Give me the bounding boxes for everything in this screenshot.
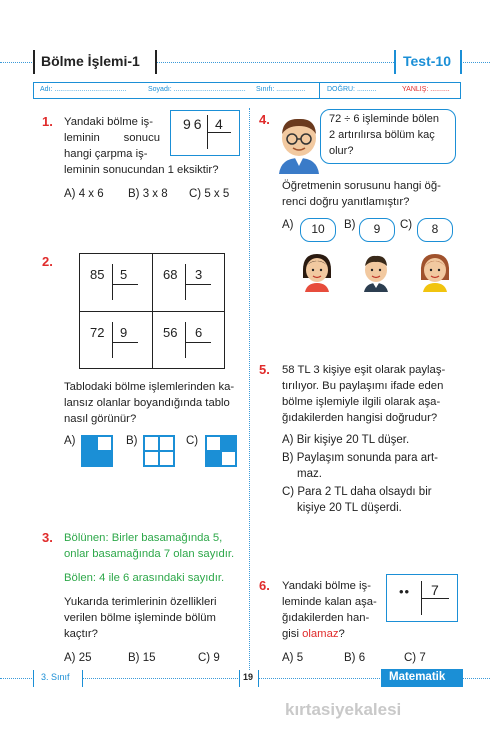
q2-c-cell-tr xyxy=(221,436,236,451)
q1-text-line3: hangi çarpma iş- xyxy=(64,148,148,160)
surname-field: Soyadı: ..................................... xyxy=(148,86,246,93)
q6-dividend: •• xyxy=(399,584,411,599)
q2-cell-1-vline xyxy=(112,264,113,300)
page-number-box xyxy=(239,670,259,687)
q4-option-a-bubble[interactable] xyxy=(300,218,336,242)
q2-c-cell-br xyxy=(221,451,236,466)
name-field: Adı: ..................................... xyxy=(40,86,127,93)
q2-b-cell-tr xyxy=(159,436,174,451)
q4-option-c-answer: 8 xyxy=(431,222,439,236)
q1-text-line2: leminin sonucu xyxy=(64,132,160,144)
grade-box xyxy=(33,670,83,687)
q2-cell-3-vline xyxy=(112,322,113,358)
q3-text-line1: Yukarıda terimlerinin özellikleri xyxy=(64,596,217,608)
q5-option-c-line1[interactable]: C) Para 2 TL daha olsaydı bir xyxy=(282,486,432,498)
page-number: 19 xyxy=(243,672,254,682)
q6-division-hline xyxy=(421,598,449,599)
q5-option-b-line1[interactable]: B) Paylaşım sonunda para art- xyxy=(282,452,438,464)
q6-text-line4 xyxy=(282,626,345,642)
q6-number: 6. xyxy=(259,578,270,593)
q5-text-line3: bölme işlemiyle ilgili olarak aşa- xyxy=(282,396,441,408)
q2-cell-4 xyxy=(153,312,225,369)
q1-dividend: 96 xyxy=(183,116,205,132)
q4-option-a-label[interactable]: A) xyxy=(282,219,294,231)
student-b-icon xyxy=(359,252,393,292)
q2-b-cell-br xyxy=(159,451,174,466)
q2-text-line2: lansız olanlar boyandığında tablo xyxy=(64,397,230,409)
q5-text-line2: tırılıyor. Bu paylaşımı ifade eden xyxy=(282,380,444,392)
q2-option-a-label[interactable]: A) xyxy=(64,435,76,447)
q4-option-c-bubble[interactable] xyxy=(417,218,453,242)
q1-option-c[interactable]: C) 5 x 5 xyxy=(189,188,230,200)
q2-text-line3: nasıl görünür? xyxy=(64,413,137,425)
q4-option-c-label[interactable]: C) xyxy=(400,219,413,231)
q3-given-line2: onlar basamağında 7 olan sayıdır. xyxy=(64,548,235,560)
q2-c-cell-bl xyxy=(206,451,221,466)
q5-option-b-line2[interactable]: maz. xyxy=(297,468,322,480)
q4-number: 4. xyxy=(259,112,270,127)
q1-division-box xyxy=(170,110,240,156)
q2-text-line1: Tablodaki bölme işlemlerinden ka- xyxy=(64,381,235,393)
q6-text-line1: Yandaki bölme iş- xyxy=(282,580,371,592)
q6-divisor: 7 xyxy=(431,582,439,598)
q2-cell-2 xyxy=(153,254,225,311)
q2-b-cell-tl xyxy=(144,436,159,451)
q4-option-a-answer: 10 xyxy=(311,222,325,236)
q2-a-cell-tl xyxy=(82,436,97,451)
watermark: kırtasiyekalesi xyxy=(285,700,402,719)
q2-option-c-grid[interactable] xyxy=(205,435,237,467)
q3-given-line1: Bölünen: Birler basamağında 5, xyxy=(64,532,223,544)
q3-option-a[interactable]: A) 25 xyxy=(64,652,92,664)
q6-emphasis-word: olamaz xyxy=(302,628,339,640)
test-number: Test-10 xyxy=(403,53,451,69)
grade-label: 3. Sınıf xyxy=(41,672,70,682)
q2-cell-1-dividend: 85 xyxy=(90,267,105,282)
q1-division-hline xyxy=(207,132,231,133)
q2-cell-1 xyxy=(80,254,152,311)
q5-option-a[interactable]: A) Bir kişiye 20 TL düşer. xyxy=(282,434,410,446)
q2-cell-4-vline xyxy=(185,322,186,358)
q4-bubble-line1: 72 ÷ 6 işleminde bölen xyxy=(329,113,439,125)
q2-cell-2-vline xyxy=(185,264,186,300)
q1-option-a[interactable]: A) 4 x 6 xyxy=(64,188,104,200)
q3-given-line3: Bölen: 4 ile 6 arasındaki sayıdır. xyxy=(64,572,225,584)
test-box xyxy=(394,50,462,74)
q2-cell-2-hline xyxy=(185,284,211,285)
q2-cell-4-dividend: 56 xyxy=(163,325,178,340)
q6-text-line4-start: gisi xyxy=(282,628,303,640)
q6-option-b[interactable]: B) 6 xyxy=(344,652,366,664)
q2-cell-4-divisor: 6 xyxy=(195,325,203,340)
q6-text-line4-end: ? xyxy=(338,628,345,640)
q2-cell-1-hline xyxy=(112,284,138,285)
q5-text-line4: ğıdakilerden hangisi doğrudur? xyxy=(282,412,438,424)
q4-option-b-label[interactable]: B) xyxy=(344,219,356,231)
q5-option-c-line2[interactable]: kişiye 20 TL düşerdi. xyxy=(297,502,402,514)
q2-cell-3 xyxy=(80,312,152,369)
q3-text-line3: kaçtır? xyxy=(64,628,98,640)
q4-option-b-bubble[interactable] xyxy=(359,218,395,242)
q5-text-line1: 58 TL 3 kişiye eşit olarak paylaş- xyxy=(282,364,446,376)
q2-number: 2. xyxy=(42,254,53,269)
q2-cell-2-dividend: 68 xyxy=(163,267,178,282)
q4-bubble-line2: 2 artırılırsa bölüm kaç xyxy=(329,129,435,141)
subject-label: Matematik xyxy=(389,671,446,683)
q2-option-a-grid[interactable] xyxy=(81,435,113,467)
q2-table xyxy=(79,253,225,369)
q4-bubble-line3: olur? xyxy=(329,145,354,157)
q2-cell-3-dividend: 72 xyxy=(90,325,105,340)
subject-badge xyxy=(381,669,463,687)
q2-b-cell-bl xyxy=(144,451,159,466)
q2-a-cell-tr xyxy=(97,436,112,451)
wrong-field: YANLIŞ: .......... xyxy=(402,86,450,93)
q6-division-box xyxy=(386,574,458,622)
q2-option-c-label[interactable]: C) xyxy=(186,435,199,447)
q2-c-cell-tl xyxy=(206,436,221,451)
q2-option-b-grid[interactable] xyxy=(143,435,175,467)
q2-a-cell-bl xyxy=(82,451,97,466)
teacher-icon xyxy=(273,116,325,174)
student-info-bar xyxy=(33,82,461,99)
student-a-icon xyxy=(300,252,334,292)
q3-option-c[interactable]: C) 9 xyxy=(198,652,220,664)
q5-number: 5. xyxy=(259,362,270,377)
student-c-icon xyxy=(418,252,452,292)
q1-number: 1. xyxy=(42,114,53,129)
q4-text-line2: renci doğru yanıtlamıştır? xyxy=(282,196,410,208)
q1-text-line4: leminin sonucundan 1 eksiktir? xyxy=(64,164,219,176)
class-field: Sınıfı: ............... xyxy=(256,86,306,93)
q2-cell-1-divisor: 5 xyxy=(120,267,128,282)
q6-text-line2: leminde kalan aşa- xyxy=(282,596,377,608)
q1-divisor: 4 xyxy=(215,116,223,132)
q6-option-c[interactable]: C) 7 xyxy=(404,652,426,664)
q2-cell-3-divisor: 9 xyxy=(120,325,128,340)
q4-option-b-answer: 9 xyxy=(373,222,381,236)
q2-option-b-label[interactable]: B) xyxy=(126,435,138,447)
correct-field: DOĞRU: .......... xyxy=(327,86,377,93)
page-title: Bölme İşlemi-1 xyxy=(41,53,140,69)
q1-text-line1: Yandaki bölme iş- xyxy=(64,116,153,128)
title-box xyxy=(33,50,157,74)
q6-text-line3: ğıdakilerden han- xyxy=(282,612,370,624)
q1-option-b[interactable]: B) 3 x 8 xyxy=(128,188,168,200)
q3-text-line2: verilen bölme işleminde bölüm xyxy=(64,612,216,624)
q2-cell-2-divisor: 3 xyxy=(195,267,203,282)
score-divider xyxy=(319,83,320,98)
q2-cell-4-hline xyxy=(185,342,211,343)
q2-cell-3-hline xyxy=(112,342,138,343)
q2-a-cell-br xyxy=(97,451,112,466)
q4-speech-bubble xyxy=(320,109,456,164)
q3-number: 3. xyxy=(42,530,53,545)
column-divider xyxy=(249,108,250,670)
q6-option-a[interactable]: A) 5 xyxy=(282,652,304,664)
q4-text-line1: Öğretmenin sorusunu hangi öğ- xyxy=(282,180,441,192)
q3-option-b[interactable]: B) 15 xyxy=(128,652,156,664)
